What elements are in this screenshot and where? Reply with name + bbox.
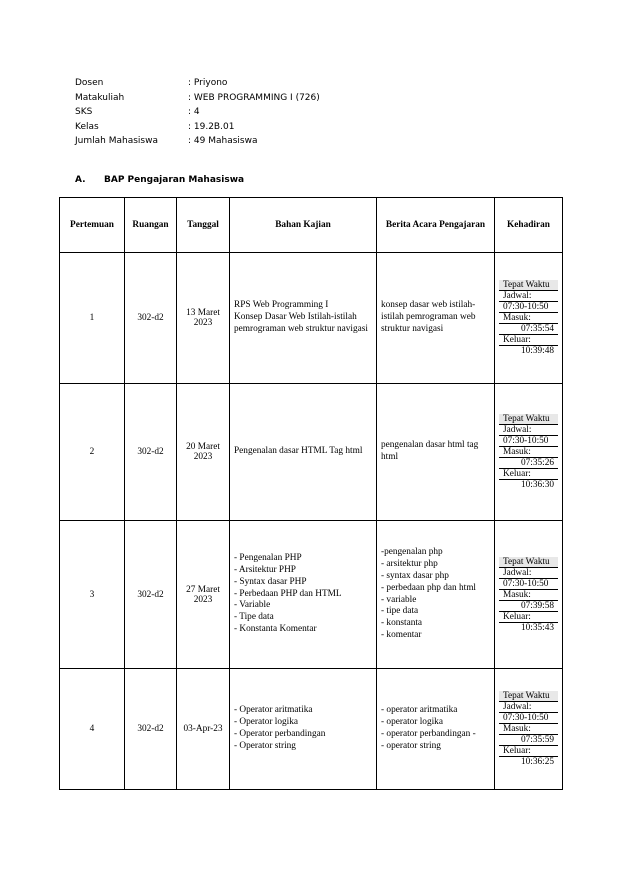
info-row-sks xyxy=(75,105,320,120)
cell-bahan-kajian: - Pengenalan PHP - Arsitektur PHP - Syntax dasar PHP - Perbedaan PHP dan HTML - Variable - Tipe data - Konstanta Komentar xyxy=(230,521,377,669)
keluar-label: Keluar: xyxy=(499,612,558,623)
masuk-label: Masuk: xyxy=(499,313,558,324)
header-ruangan: Ruangan xyxy=(125,198,177,253)
cell-kehadiran xyxy=(495,384,563,521)
status-badge: Tepat Waktu xyxy=(499,280,558,291)
section-title: BAP Pengajaran Mahasiswa xyxy=(104,175,245,185)
masuk-value: 07:35:59 xyxy=(499,735,558,746)
info-value: : 4 xyxy=(188,107,200,117)
jadwal-label: Jadwal: xyxy=(499,425,558,436)
info-row-jumlah xyxy=(75,134,320,149)
info-row-kelas xyxy=(75,120,320,135)
cell-kehadiran xyxy=(495,521,563,669)
status-badge: Tepat Waktu xyxy=(499,414,558,425)
jadwal-label: Jadwal: xyxy=(499,291,558,302)
cell-ruangan: 302-d2 xyxy=(125,669,177,790)
table-row xyxy=(60,521,563,669)
masuk-value: 07:39:58 xyxy=(499,601,558,612)
cell-berita-acara: - operator aritmatika - operator logika - operator perbandingan - - operator string xyxy=(377,669,495,790)
cell-pertemuan: 3 xyxy=(60,521,125,669)
cell-berita-acara: pengenalan dasar html tag html xyxy=(377,384,495,521)
masuk-label: Masuk: xyxy=(499,724,558,735)
keluar-value: 10:35:43 xyxy=(520,622,554,633)
keluar-label: Keluar: xyxy=(499,746,558,757)
cell-ruangan: 302-d2 xyxy=(125,521,177,669)
cell-ruangan: 302-d2 xyxy=(125,253,177,384)
course-info xyxy=(75,76,320,149)
jadwal-value: 07:30-10:50 xyxy=(499,302,558,313)
info-label: Kelas xyxy=(75,121,99,132)
header-berita-acara: Berita Acara Pengajaran xyxy=(377,198,495,253)
cell-pertemuan: 2 xyxy=(60,384,125,521)
status-badge: Tepat Waktu xyxy=(499,557,558,568)
keluar-value: 10:39:48 xyxy=(520,346,554,356)
cell-ruangan: 302-d2 xyxy=(125,384,177,521)
cell-tanggal: 13 Maret 2023 xyxy=(177,253,230,384)
header-pertemuan: Pertemuan xyxy=(60,198,125,253)
section-heading xyxy=(75,175,244,185)
bap-table xyxy=(59,197,563,790)
masuk-value: 07:35:54 xyxy=(499,324,558,335)
cell-pertemuan: 1 xyxy=(60,253,125,384)
keluar-label: Keluar: xyxy=(499,469,558,480)
table-header-row xyxy=(60,198,563,253)
table-row xyxy=(60,384,563,521)
header-tanggal: Tanggal xyxy=(177,198,230,253)
cell-bahan-kajian: - Operator aritmatika - Operator logika - Operator perbandingan - Operator string xyxy=(230,669,377,790)
cell-tanggal: 20 Maret 2023 xyxy=(177,384,230,521)
keluar-value: 10:36:25 xyxy=(520,757,554,767)
masuk-label: Masuk: xyxy=(499,590,558,601)
cell-tanggal: 03-Apr-23 xyxy=(177,669,230,790)
table-row xyxy=(60,253,563,384)
info-value: : 49 Mahasiswa xyxy=(188,136,258,146)
jadwal-value: 07:30-10:50 xyxy=(499,579,558,590)
cell-bahan-kajian: Pengenalan dasar HTML Tag html xyxy=(230,384,377,521)
keluar-value: 10:36:30 xyxy=(520,480,554,490)
jadwal-label: Jadwal: xyxy=(499,568,558,579)
jadwal-label: Jadwal: xyxy=(499,702,558,713)
info-label: SKS xyxy=(75,107,93,117)
info-row-matakuliah xyxy=(75,91,320,106)
jadwal-value: 07:30-10:50 xyxy=(499,713,558,724)
jadwal-value: 07:30-10:50 xyxy=(499,436,558,447)
cell-bahan-kajian: RPS Web Programming I Konsep Dasar Web Istilah-istilah pemrograman web struktur navigasi xyxy=(230,253,377,384)
info-label: Matakuliah xyxy=(75,92,125,103)
cell-berita-acara: -pengenalan php - arsitektur php - syntax dasar php - perbedaan php dan html - variable - tipe data - konstanta - komentar xyxy=(377,521,495,669)
cell-berita-acara: konsep dasar web istilah-istilah pemrograman web struktur navigasi xyxy=(377,253,495,384)
info-value: : 19.2B.01 xyxy=(188,121,235,132)
cell-kehadiran xyxy=(495,669,563,790)
header-kehadiran: Kehadiran xyxy=(495,198,563,253)
cell-tanggal: 27 Maret 2023 xyxy=(177,521,230,669)
masuk-value: 07:35:26 xyxy=(499,458,558,469)
section-number: A. xyxy=(75,175,86,185)
info-label: Jumlah Mahasiswa xyxy=(75,136,158,146)
info-value: : WEB PROGRAMMING I (726) xyxy=(188,92,320,103)
info-row-dosen xyxy=(75,76,320,91)
table-row xyxy=(60,669,563,790)
keluar-label: Keluar: xyxy=(499,335,558,346)
status-badge: Tepat Waktu xyxy=(499,691,558,702)
masuk-label: Masuk: xyxy=(499,447,558,458)
info-value: : Priyono xyxy=(188,78,228,88)
cell-kehadiran xyxy=(495,253,563,384)
header-bahan-kajian: Bahan Kajian xyxy=(230,198,377,253)
info-label: Dosen xyxy=(75,78,104,88)
cell-pertemuan: 4 xyxy=(60,669,125,790)
